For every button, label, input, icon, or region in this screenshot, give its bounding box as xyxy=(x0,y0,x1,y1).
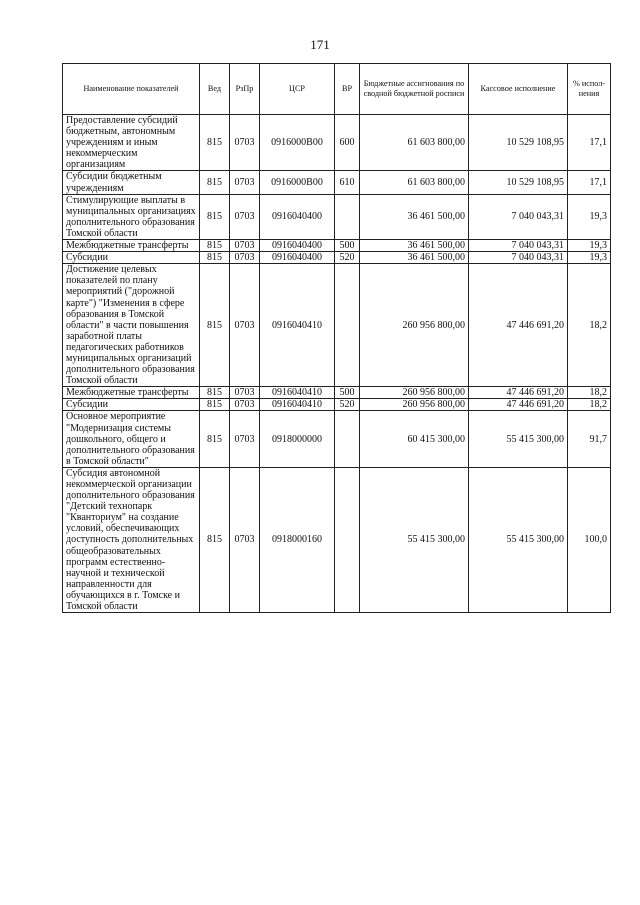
row-cash: 7 040 043,31 xyxy=(469,240,568,252)
row-vr xyxy=(335,264,360,387)
row-budget: 61 603 800,00 xyxy=(360,115,469,171)
row-ved: 815 xyxy=(200,411,230,467)
header-vr: ВР xyxy=(335,64,360,115)
row-rzpr: 0703 xyxy=(230,399,260,411)
row-ved: 815 xyxy=(200,194,230,239)
row-budget: 36 461 500,00 xyxy=(360,252,469,264)
header-ved: Вед xyxy=(200,64,230,115)
row-csr: 0916040410 xyxy=(260,264,335,387)
row-rzpr: 0703 xyxy=(230,171,260,194)
header-pct: % испол-нения xyxy=(568,64,611,115)
row-vr: 520 xyxy=(335,252,360,264)
row-budget: 61 603 800,00 xyxy=(360,171,469,194)
row-pct: 19,3 xyxy=(568,240,611,252)
row-cash: 10 529 108,95 xyxy=(469,171,568,194)
table-row xyxy=(63,467,611,612)
row-budget: 36 461 500,00 xyxy=(360,240,469,252)
table-row xyxy=(63,171,611,194)
row-vr: 500 xyxy=(335,240,360,252)
row-csr: 0916040400 xyxy=(260,240,335,252)
row-vr: 500 xyxy=(335,387,360,399)
row-ved: 815 xyxy=(200,387,230,399)
row-cash: 10 529 108,95 xyxy=(469,115,568,171)
table-row xyxy=(63,387,611,399)
row-ved: 815 xyxy=(200,240,230,252)
row-name: Предоставление субсидий бюджетным, автономным учреждениям и иным некоммерческим организациям xyxy=(63,115,200,171)
row-csr: 0916040400 xyxy=(260,252,335,264)
row-cash: 47 446 691,20 xyxy=(469,264,568,387)
row-ved: 815 xyxy=(200,252,230,264)
row-cash: 7 040 043,31 xyxy=(469,194,568,239)
row-budget: 260 956 800,00 xyxy=(360,399,469,411)
row-pct: 17,1 xyxy=(568,115,611,171)
row-rzpr: 0703 xyxy=(230,387,260,399)
header-budget: Бюджетные ассигнования по сводной бюджетной росписи xyxy=(360,64,469,115)
row-budget: 260 956 800,00 xyxy=(360,387,469,399)
budget-execution-table xyxy=(62,63,611,613)
row-ved: 815 xyxy=(200,467,230,612)
table-row xyxy=(63,194,611,239)
row-pct: 19,3 xyxy=(568,194,611,239)
row-pct: 19,3 xyxy=(568,252,611,264)
row-name: Достижение целевых показателей по плану мероприятий ("дорожной карте") "Изменения в сфере образования в Томской области" в части повышения заработной платы педагогических работников муниципальных организаций дополнительного образования Томской области xyxy=(63,264,200,387)
header-name: Наименование показателей xyxy=(63,64,200,115)
table-row xyxy=(63,252,611,264)
row-cash: 47 446 691,20 xyxy=(469,387,568,399)
row-name: Основное мероприятие "Модернизация системы дошкольного, общего и дополнительного образования в Томской области" xyxy=(63,411,200,467)
row-name: Межбюджетные трансферты xyxy=(63,240,200,252)
header-csr: ЦСР xyxy=(260,64,335,115)
row-name: Субсидии xyxy=(63,399,200,411)
row-pct: 18,2 xyxy=(568,264,611,387)
page-number: 171 xyxy=(310,37,330,52)
row-csr: 0916000В00 xyxy=(260,115,335,171)
row-rzpr: 0703 xyxy=(230,264,260,387)
row-budget: 55 415 300,00 xyxy=(360,467,469,612)
row-csr: 0916000В00 xyxy=(260,171,335,194)
row-rzpr: 0703 xyxy=(230,240,260,252)
row-ved: 815 xyxy=(200,264,230,387)
row-name: Стимулирующие выплаты в муниципальных организациях дополнительного образования Томской области xyxy=(63,194,200,239)
row-pct: 17,1 xyxy=(568,171,611,194)
row-budget: 260 956 800,00 xyxy=(360,264,469,387)
row-rzpr: 0703 xyxy=(230,411,260,467)
row-pct: 91,7 xyxy=(568,411,611,467)
row-vr xyxy=(335,411,360,467)
row-csr: 0916040410 xyxy=(260,387,335,399)
row-csr: 0918000000 xyxy=(260,411,335,467)
table-row xyxy=(63,264,611,387)
row-pct: 18,2 xyxy=(568,387,611,399)
table-header-row xyxy=(63,64,611,115)
row-budget: 60 415 300,00 xyxy=(360,411,469,467)
row-vr: 610 xyxy=(335,171,360,194)
row-rzpr: 0703 xyxy=(230,467,260,612)
row-cash: 55 415 300,00 xyxy=(469,411,568,467)
row-pct: 100,0 xyxy=(568,467,611,612)
row-ved: 815 xyxy=(200,171,230,194)
row-cash: 47 446 691,20 xyxy=(469,399,568,411)
row-cash: 55 415 300,00 xyxy=(469,467,568,612)
row-name: Субсидия автономной некоммерческой организации дополнительного образования "Детский технопарк "Кванториум" на создание условий, обеспечивающих доступность дополнительных общеобразовательных программ естественно-научной и технической направленности для обучающихся в г. Томске и Томской области xyxy=(63,467,200,612)
header-rzpr: РзПр xyxy=(230,64,260,115)
row-csr: 0916040400 xyxy=(260,194,335,239)
row-name: Межбюджетные трансферты xyxy=(63,387,200,399)
row-csr: 0916040410 xyxy=(260,399,335,411)
table-row xyxy=(63,399,611,411)
row-vr xyxy=(335,467,360,612)
table-row xyxy=(63,115,611,171)
header-cash: Кассовое исполнение xyxy=(469,64,568,115)
row-name: Субсидии xyxy=(63,252,200,264)
row-csr: 0918000160 xyxy=(260,467,335,612)
table-row xyxy=(63,240,611,252)
row-cash: 7 040 043,31 xyxy=(469,252,568,264)
row-name: Субсидии бюджетным учреждениям xyxy=(63,171,200,194)
row-pct: 18,2 xyxy=(568,399,611,411)
table-row xyxy=(63,411,611,467)
row-ved: 815 xyxy=(200,399,230,411)
row-vr: 600 xyxy=(335,115,360,171)
row-rzpr: 0703 xyxy=(230,194,260,239)
row-vr xyxy=(335,194,360,239)
row-rzpr: 0703 xyxy=(230,115,260,171)
row-ved: 815 xyxy=(200,115,230,171)
row-vr: 520 xyxy=(335,399,360,411)
row-budget: 36 461 500,00 xyxy=(360,194,469,239)
row-rzpr: 0703 xyxy=(230,252,260,264)
